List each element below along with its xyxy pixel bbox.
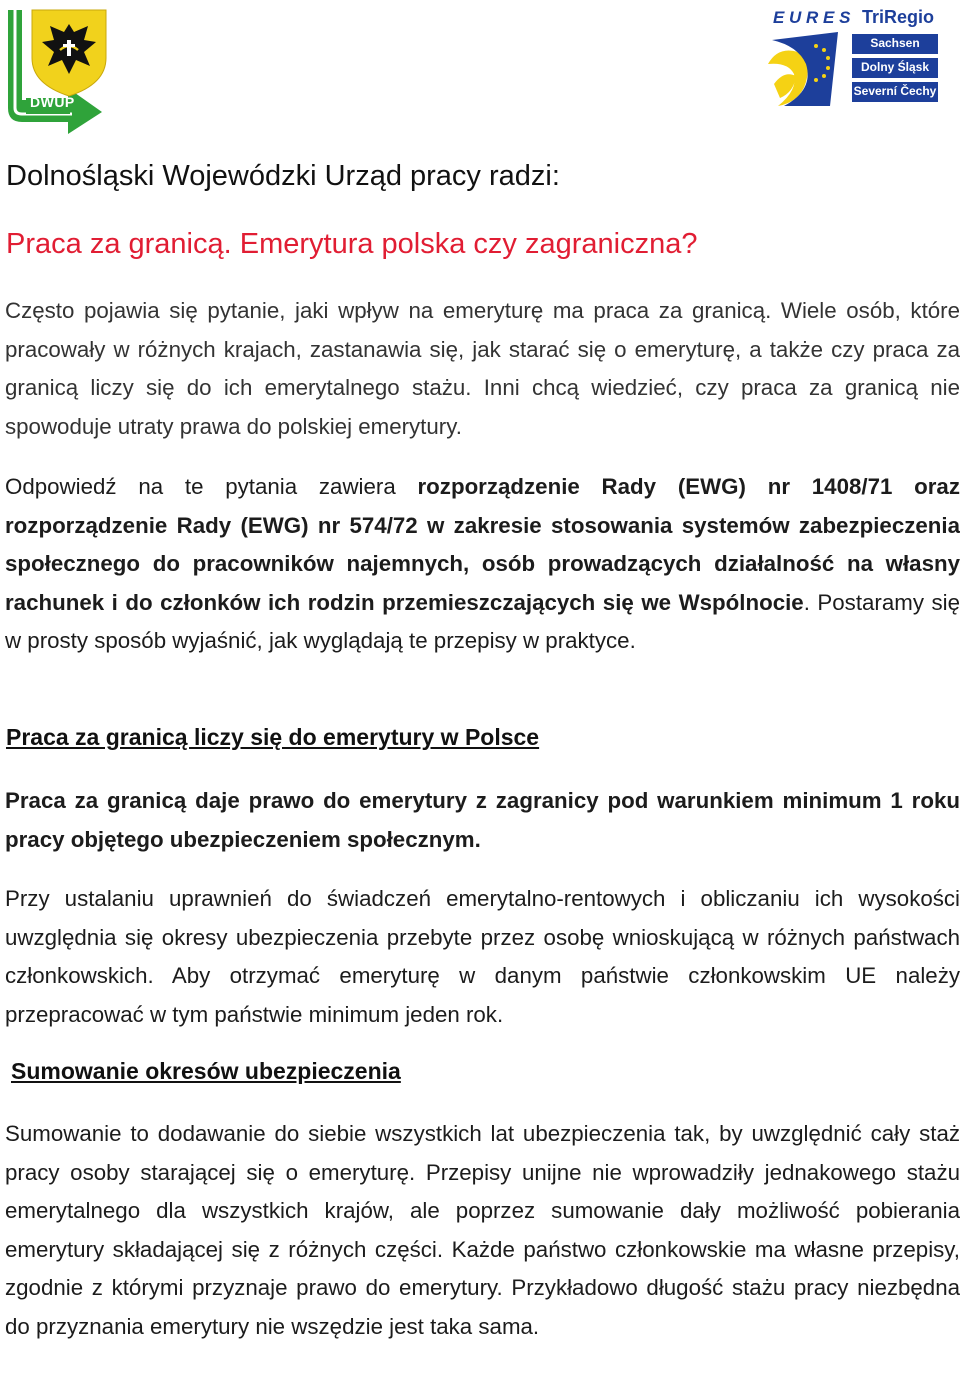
answer-paragraph: [5, 468, 960, 661]
answer-tail: . Postaramy się w prosty sposób wyjaśnić, jak wyglądają te przepisy w praktyce.: [5, 589, 960, 653]
section-heading-summation: Sumowanie okresów ubezpieczenia: [11, 1058, 401, 1084]
regulation-reference: rozporządzenie Rady (EWG) nr 1408/71 oraz rozporządzenie Rady (EWG) nr 574/72 w zakresie stosowania systemów zabezpieczenia społecznego do pracowników najemnych, osób prowadzących działalność na własny rachunek i do członków ich rodzin przemieszczających się we Wspólnocie: [5, 474, 960, 615]
region-label-dolny-slask: Dolny Śląsk: [860, 60, 930, 74]
article-title: Praca za granicą. Emerytura polska czy zagraniczna?: [6, 228, 698, 260]
eures-wordmark: E U R E S: [773, 8, 851, 27]
intro-paragraph: Często pojawia się pytanie, jaki wpływ na emeryturę ma praca za granicą. Wiele osób, które pracowały w różnych krajach, zastanawia się, jak starać się o emeryturę, a także czy praca za granicą liczy się do ich emerytalnego stażu. Inni chcą wiedzieć, czy praca za granicą nie spowoduje utraty prawa do polskiej emerytury.: [5, 298, 960, 439]
agency-heading: Dolnośląski Wojewódzki Urząd pracy radzi:: [6, 160, 560, 192]
section1-paragraph: Przy ustalaniu uprawnień do świadczeń emerytalno-rentowych i obliczaniu ich wysokości uwzględnia się okresy ubezpieczenia przebyte przez osobę wnioskującą w różnych państwach członkowskich. Aby otrzymać emeryturę w danym państwie członkowskim UE należy przepracować w tym państwie minimum jeden rok.: [5, 886, 960, 1027]
answer-lead: Odpowiedź na te pytania zawiera: [5, 474, 418, 499]
region-label-sachsen: Sachsen: [870, 36, 920, 50]
region-label-severni-cechy: Severní Čechy: [853, 84, 937, 98]
dwup-logo-text: DWUP: [30, 94, 75, 110]
section-heading-work-abroad: Praca za granicą liczy się do emerytury w Polsce: [6, 724, 540, 750]
section2-paragraph: Sumowanie to dodawanie do siebie wszystkich lat ubezpieczenia tak, by uwzględnić cały staż pracy osoby starającej się o emeryturę. Przepisy unijne nie wprowadziły jednakowego stażu emerytalnego dla wszystkich krajów, ale poprzez sumowanie dały możliwość pobierania emerytury składającej się z różnych części. Każde państwo członkowskie ma własne przepisy, zgodnie z którymi przyznaje prawo do emerytury. Przykładowo długość stażu pracy niezbędna do przyznania emerytury nie wszędzie jest taka sama.: [5, 1121, 960, 1339]
dwup-logo-icon: [2, 4, 114, 134]
section1-bold-paragraph: Praca za granicą daje prawo do emerytury z zagranicy pod warunkiem minimum 1 roku pracy objętego ubezpieczeniem społecznym.: [5, 788, 960, 852]
triregio-wordmark: TriRegio: [862, 7, 935, 27]
